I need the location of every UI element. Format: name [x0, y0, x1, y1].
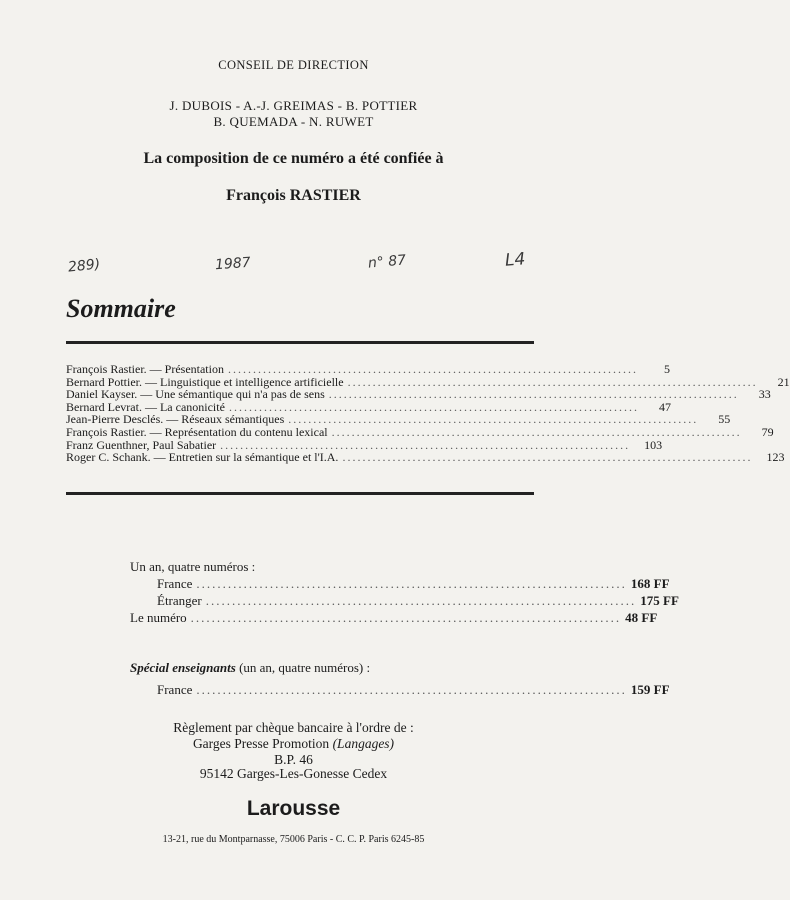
toc-entry-page: 47 [658, 399, 671, 414]
price-label: Étranger [157, 593, 202, 608]
price-leader-dots: .................................................................................. [196, 576, 627, 591]
price-label: Le numéro [130, 610, 187, 625]
contents-bottom-rule [66, 492, 534, 495]
board-title: CONSEIL DE DIRECTION [218, 58, 369, 72]
toc-entry-title: Franz Guenthner, Paul Sabatier [66, 437, 217, 452]
toc-entry-title: François Rastier. — Présentation [66, 362, 224, 376]
toc-entry-title: François Rastier. — Représentation du contenu lexical [66, 424, 328, 439]
toc-entry-title: Bernard Pottier. — Linguistique et intelligence artificielle [66, 374, 344, 389]
price-value: 175 FF [640, 593, 679, 608]
toc-entry [66, 387, 771, 402]
toc-entry-title: Jean-Pierre Desclés. — Réseaux sémantiques [66, 412, 285, 427]
board-members-line-2: B. QUEMADA - N. RUWET [213, 114, 374, 129]
toc-entry-title: Roger C. Schank. — Entretien sur la sémantique et l'I.A. [66, 450, 339, 465]
price-row-numero [130, 609, 658, 626]
toc-entry-page: 21 [777, 374, 790, 389]
price-row-france [130, 575, 670, 592]
toc-leader-dots: .................................................................................. [328, 387, 739, 402]
toc-entry-page: 5 [663, 362, 670, 376]
toc-leader-dots: .................................................................................. [288, 412, 699, 427]
price-leader-dots: .................................................................................. [190, 610, 622, 625]
price-value: 159 FF [630, 682, 670, 697]
price-label: France [157, 576, 193, 591]
handwritten-note-issue: n° 87 [367, 252, 407, 272]
subscription-block [130, 558, 679, 626]
toc-leader-dots: .................................................................................. [331, 424, 742, 439]
toc-leader-dots: .................................................................................. [227, 362, 638, 376]
payment-line-2 [0, 736, 587, 752]
journal-name: (Langages) [332, 736, 395, 751]
toc-entry-page: 79 [761, 424, 774, 439]
teacher-offer-suffix: (un an, quatre numéros) : [239, 660, 371, 675]
toc-entry [66, 362, 670, 376]
price-row-etranger [130, 592, 679, 609]
price-leader-dots: .................................................................................. [196, 682, 627, 697]
toc-leader-dots: .................................................................................. [342, 450, 753, 465]
toc-entry-title: Daniel Kayser. — Une sémantique qui n'a pas de sens [66, 387, 325, 402]
price-value: 168 FF [630, 576, 670, 591]
board-members-line-1: J. DUBOIS - A.-J. GREIMAS - B. POTTIER [169, 98, 418, 113]
issue-editor: François RASTIER [226, 187, 361, 204]
payment-line-3: B.P. 46 [274, 752, 313, 767]
teacher-offer-heading [130, 660, 370, 676]
price-leader-dots: .................................................................................. [205, 593, 637, 608]
composition-statement: La composition de ce numéro a été confiée à [143, 150, 444, 167]
price-row-teacher-france [130, 681, 670, 698]
teacher-offer-block [130, 681, 670, 698]
toc-entry [66, 450, 785, 465]
price-value: 48 FF [625, 610, 658, 625]
teacher-offer-label: Spécial enseignants [130, 660, 236, 675]
payment-line-4: 95142 Garges-Les-Gonesse Cedex [199, 766, 388, 781]
toc-leader-dots: .................................................................................. [347, 374, 758, 389]
toc-leader-dots: .................................................................................. [220, 437, 631, 452]
payee-name: Garges Presse Promotion [192, 736, 330, 751]
handwritten-note-code: L4 [504, 249, 526, 271]
contents-top-rule [66, 341, 534, 344]
toc-entry-page: 103 [644, 437, 663, 452]
toc-entry-title: Bernard Levrat. — La canonicité [66, 399, 225, 414]
toc-entry-page: 55 [718, 412, 731, 427]
publisher-name: Larousse [246, 797, 341, 820]
toc-leader-dots: .................................................................................. [228, 399, 639, 414]
payment-line-1: Règlement par chèque bancaire à l'ordre de : [173, 720, 414, 735]
handwritten-note-year: 1987 [214, 254, 252, 274]
price-label: France [157, 682, 193, 697]
subscription-heading-text: Un an, quatre numéros : [130, 559, 256, 574]
contents-heading: Sommaire [66, 294, 176, 323]
publisher-address: 13-21, rue du Montparnasse, 75006 Paris - C. C. P. Paris 6245-85 [162, 834, 425, 845]
table-of-contents [66, 362, 790, 465]
handwritten-note-1: 289) [67, 256, 101, 276]
toc-entry-page: 123 [766, 450, 785, 465]
toc-entry [66, 424, 774, 439]
toc-entry-page: 33 [758, 387, 771, 402]
subscription-heading [130, 558, 467, 575]
